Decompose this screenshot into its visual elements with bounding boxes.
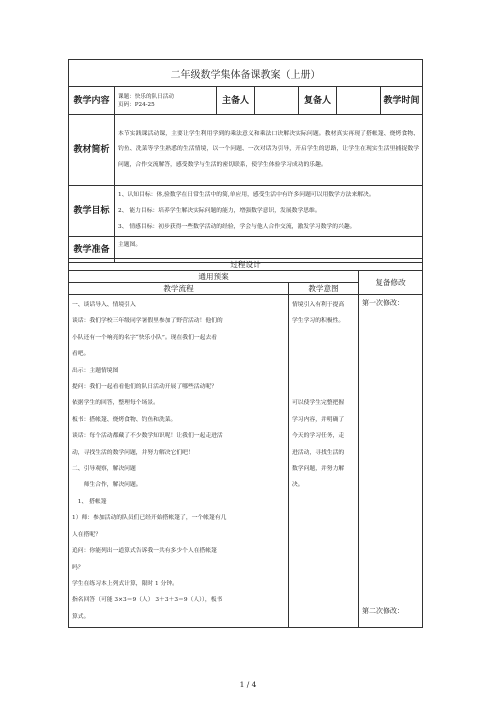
general-row bbox=[69, 271, 423, 283]
goals-label: 教学目标 bbox=[69, 186, 115, 237]
colead-value[interactable] bbox=[337, 87, 381, 115]
flow-line: 1）师：参加活动的队员们已经开始搭帐篷了，一个帐篷有几 bbox=[72, 515, 227, 522]
lead-value[interactable] bbox=[255, 87, 299, 115]
goal-item: 2、 能力目标：培养学生解决实际问题的能力，增强数学意识，发展数学思维。 bbox=[118, 208, 321, 214]
flow-line: 板书：搭帐篷、烧烤食物、钓鱼和洗菜。 bbox=[72, 416, 177, 423]
flow-line: 看吧。 bbox=[72, 351, 90, 358]
goals-list bbox=[115, 186, 423, 237]
flow-line: 动，寻找生活的数学问题，并努力解决它们吧！ bbox=[72, 449, 194, 456]
flow-line: 算式。 bbox=[72, 613, 90, 620]
flow-line: 指名回答（可能 3×3＝9（人） 3＋3＋3＝9（人）），板书 bbox=[72, 597, 223, 604]
revise-label: 复备修改 bbox=[359, 271, 423, 295]
flow-line: 谈话：我们学校三年级同学暑假里参加了野营活动！他们的 bbox=[72, 318, 223, 325]
colead-label: 复备人 bbox=[299, 87, 337, 115]
flow-line: 吗？ bbox=[72, 564, 84, 571]
flow-label: 教学流程 bbox=[69, 283, 289, 295]
intent-line bbox=[292, 330, 355, 346]
prep-text: 主题图。 bbox=[115, 237, 423, 263]
flow-line: 小队还有一个响亮的名字“快乐小队”。现在我们一起去看 bbox=[72, 334, 218, 341]
pages-text: 页码：P24-25 bbox=[118, 101, 155, 108]
revision-column[interactable] bbox=[359, 295, 423, 628]
analysis-label: 教材简析 bbox=[69, 115, 115, 186]
intent-line: 学习内容，并明确了 bbox=[292, 416, 345, 423]
intent-line: 数学问题，并努力解 bbox=[292, 466, 345, 473]
intent-column bbox=[289, 295, 359, 628]
flow-line: 提问：我们一起看看他们的队日活动开展了哪些活动呢？ bbox=[72, 384, 217, 391]
goal-item: 3、 情感目标：初步获得一些数学活动的经验，学会与他人合作交流，激发学习数学的兴趣。 bbox=[118, 224, 356, 230]
first-revision-label: 第一次修改： bbox=[362, 299, 404, 307]
intent-line bbox=[292, 379, 355, 395]
intent-line: 决。 bbox=[292, 482, 304, 489]
intent-line: 可以使学生完整把握 bbox=[292, 400, 345, 407]
info-row bbox=[69, 87, 423, 115]
analysis-row bbox=[69, 115, 423, 186]
page-number: 1 / 4 bbox=[239, 680, 257, 689]
flow-line: 师生合作，解决问题。 bbox=[72, 482, 142, 489]
lesson-plan-table bbox=[68, 59, 423, 263]
prep-label: 教学准备 bbox=[69, 237, 115, 263]
flow-line: 出示：主题情境图 bbox=[72, 367, 119, 374]
topic-text: 课题：快乐的队日活动 bbox=[118, 93, 174, 100]
intent-line bbox=[292, 363, 355, 379]
process-body-row bbox=[69, 295, 423, 628]
intent-line: 情境引入有利于提高 bbox=[292, 302, 345, 308]
flow-line: 依据学生的回答，整理每个场景。 bbox=[72, 400, 159, 407]
title-row bbox=[69, 60, 423, 87]
flow-line: 1、 搭帐篷 bbox=[72, 498, 107, 505]
process-label: 过程设计 bbox=[69, 259, 423, 271]
process-table bbox=[68, 258, 423, 628]
second-revision-label: 第二次修改： bbox=[362, 607, 404, 615]
intent-label: 教学意图 bbox=[289, 283, 359, 295]
flow-line: 二、引导观察，解决问题 bbox=[72, 466, 136, 473]
intent-line: 今天的学习任务，走 bbox=[292, 433, 345, 440]
analysis-text: 本节实践课活动课，主要让学生利用学到的乘法意义和乘法口诀解决实际问题。教材真实再现了搭帐篷、烧烤食物、钓鱼、洗菜等学生熟悉的生活情境，以一个问题、一次对话为引导，开启学生的思路，让学生在现实生活里捕捉数学问题，合作交流解答，感受数学与生活的密切联系，使学生体验学习成功的乐趣。 bbox=[115, 115, 423, 186]
doc-title: 二年级数学集体备课教案（上册） bbox=[69, 60, 423, 87]
process-header-row bbox=[69, 259, 423, 271]
flow-line: 追问：你能列出一道算式告诉我一共有多少个人在搭帐篷 bbox=[72, 548, 217, 555]
general-plan-label: 通用预案 bbox=[69, 271, 359, 283]
lead-label: 主备人 bbox=[217, 87, 255, 115]
flow-line: 一、谈话导入、情境引入 bbox=[72, 302, 136, 308]
goal-item: 1、认知目标：体,验数学在日常生活中的简,单应用，感受生活中有许多问题可以用数学方法来解决。 bbox=[118, 192, 375, 198]
intent-line bbox=[292, 346, 355, 362]
flow-line: 学生在练习本上列式计算，限时 1 分钟。 bbox=[72, 580, 178, 587]
flow-column bbox=[69, 295, 289, 628]
time-label: 教学时间 bbox=[381, 87, 423, 115]
flow-line: 人在搭呢？ bbox=[72, 531, 101, 538]
goals-row bbox=[69, 186, 423, 237]
intent-line: 进活动，寻找生活的 bbox=[292, 449, 345, 456]
intent-line: 学生学习的积极性。 bbox=[292, 318, 345, 325]
topic-cell bbox=[115, 87, 217, 115]
flow-line: 谈话：每个活动都藏了不少数学知识呢！让我们一起走进活 bbox=[72, 433, 223, 440]
content-label: 教学内容 bbox=[69, 87, 115, 115]
